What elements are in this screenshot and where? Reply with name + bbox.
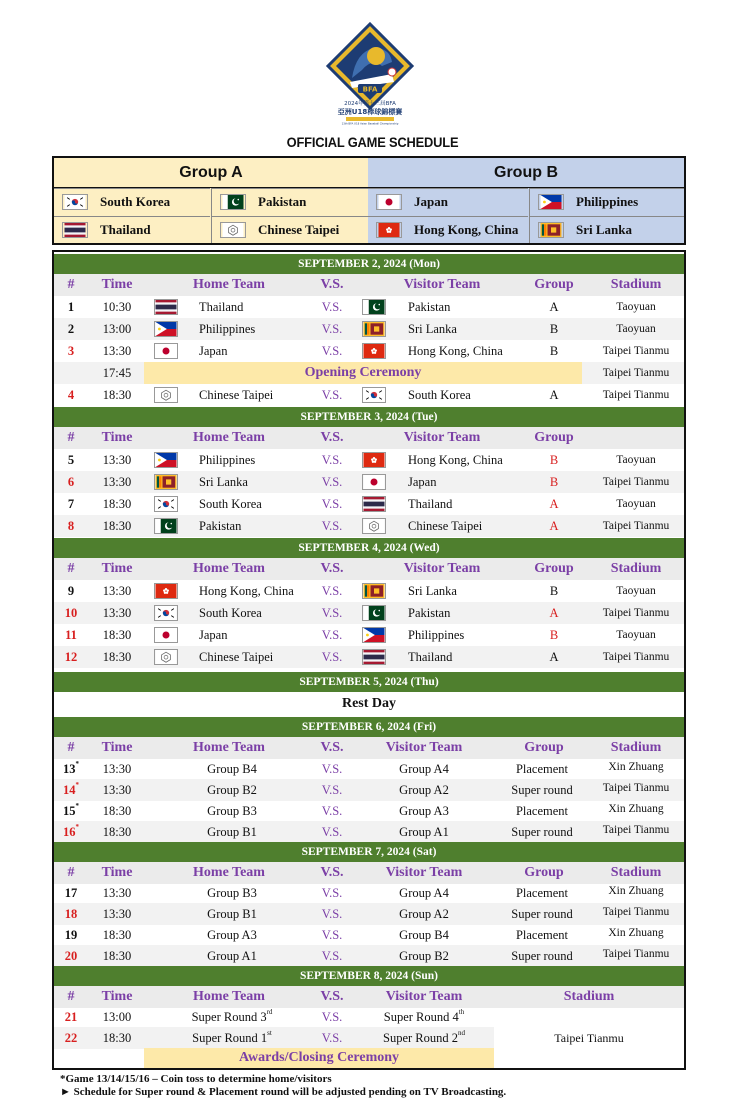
game-row: 17 13:30 Group B3 V.S. Group A4 Placement Xin Zhuang xyxy=(64,885,664,900)
game-row: 1 10:30 Thailand V.S. Pakistan A Taoyuan xyxy=(67,300,656,314)
logo-line3: 13th BFA U18 Asian Baseball Championship xyxy=(341,122,399,126)
game-row: 22 18:30 Super Round 1st V.S. Super Round 2nd xyxy=(54,1027,494,1049)
group-b-team: Hong Kong, China xyxy=(368,216,528,243)
date-band: SEPTEMBER 3, 2024 (Tue) xyxy=(54,407,684,427)
thailand-flag-icon xyxy=(154,299,178,315)
south-korea-flag-icon xyxy=(62,194,88,210)
group-a-title: Group A xyxy=(54,158,368,188)
sri-lanka-flag-icon xyxy=(362,321,386,337)
japan-flag-icon xyxy=(154,343,178,359)
column-header-row: # Time Home Team V.S. Visitor Team Group Stadium xyxy=(54,274,684,296)
groups-table xyxy=(52,156,686,245)
pakistan-flag-icon xyxy=(220,194,246,210)
page-title: OFFICIAL GAME SCHEDULE xyxy=(286,134,459,150)
group-a-column xyxy=(54,158,368,243)
hong-kong-flag-icon xyxy=(362,343,386,359)
logo-emblem-text: BFA xyxy=(362,85,378,94)
date-band: SEPTEMBER 8, 2024 (Sun) xyxy=(54,966,684,986)
chinese-taipei-flag-icon xyxy=(220,222,246,238)
column-header-row: # Time Home Team V.S. Visitor Team Stadium xyxy=(54,986,684,1008)
group-b-team: Philippines xyxy=(530,188,684,215)
japan-flag-icon xyxy=(362,474,386,490)
pakistan-flag-icon xyxy=(362,605,386,621)
game-row: 5 13:30 Philippines V.S. Hong Kong, China B Taoyuan xyxy=(67,453,656,467)
tournament-logo xyxy=(322,22,418,126)
game-row: 15* 18:30 Group B3 V.S. Group A3 Placement Xin Zhuang xyxy=(63,802,664,818)
game-row: 11 18:30 Japan V.S. Philippines B Taoyuan xyxy=(65,628,656,642)
game-row: 21 13:00 Super Round 3rd V.S. Super Round 4th xyxy=(64,1008,465,1024)
philippines-flag-icon xyxy=(154,452,178,468)
sri-lanka-flag-icon xyxy=(362,583,386,599)
date-band: SEPTEMBER 5, 2024 (Thu) xyxy=(54,672,684,692)
rest-day-label: Rest Day xyxy=(341,696,397,711)
opening-ceremony-label: Opening Ceremony xyxy=(144,362,582,384)
game-row: 2 13:00 Philippines V.S. Sri Lanka B Taoyuan xyxy=(54,318,684,340)
game-row: 7 18:30 South Korea V.S. Thailand A Taoyuan xyxy=(67,497,656,511)
japan-flag-icon xyxy=(376,194,402,210)
group-b-column xyxy=(368,158,684,243)
game-row: 16* 18:30 Group B1 V.S. Group A1 Super round Taipei Tianmu xyxy=(54,821,684,843)
game-row: 9 13:30 Hong Kong, China V.S. Sri Lanka B Taoyuan xyxy=(67,584,656,598)
game-row: 3 13:30 Japan V.S. Hong Kong, China B Taipei Tianmu xyxy=(67,344,670,358)
chinese-taipei-flag-icon xyxy=(362,518,386,534)
footnote-schedule-note: ► Schedule for Super round & Placement round will be adjusted pending on TV Broadcasting. xyxy=(60,1086,507,1098)
hong-kong-flag-icon xyxy=(362,452,386,468)
japan-flag-icon xyxy=(154,627,178,643)
philippines-flag-icon xyxy=(154,321,178,337)
game-row: 20 18:30 Group A1 V.S. Group B2 Super round Taipei Tianmu xyxy=(54,945,684,967)
group-a-team: Pakistan xyxy=(212,188,368,215)
game-row: 6 13:30 Sri Lanka V.S. Japan B Taipei Tianmu xyxy=(54,471,684,493)
game-row: 19 18:30 Group A3 V.S. Group B4 Placement Xin Zhuang xyxy=(64,927,664,942)
closing-ceremony-label: Awards/Closing Ceremony xyxy=(144,1048,494,1068)
game-row: 13* 13:30 Group B4 V.S. Group A4 Placement Xin Zhuang xyxy=(63,760,664,776)
date-band: SEPTEMBER 4, 2024 (Wed) xyxy=(54,538,684,558)
group-b-team: Sri Lanka xyxy=(530,216,684,243)
column-header-row: # Time Home Team V.S. Visitor Team Group xyxy=(54,427,684,449)
game-row: 18 13:30 Group B1 V.S. Group A2 Super round Taipei Tianmu xyxy=(54,903,684,925)
philippines-flag-icon xyxy=(362,627,386,643)
game-row: 10 13:30 South Korea V.S. Pakistan A Taipei Tianmu xyxy=(54,602,684,624)
schedule-table xyxy=(52,250,686,1070)
hong-kong-flag-icon xyxy=(376,222,402,238)
sri-lanka-flag-icon xyxy=(538,222,564,238)
thailand-flag-icon xyxy=(362,649,386,665)
column-header-row: # Time Home Team V.S. Visitor Team Group Stadium xyxy=(54,558,684,580)
group-b-title: Group B xyxy=(368,158,684,188)
final-day-stadium: Taipei Tianmu xyxy=(554,1031,624,1045)
date-band: SEPTEMBER 2, 2024 (Mon) xyxy=(54,254,684,274)
pakistan-flag-icon xyxy=(362,299,386,315)
footnote-coin-toss: *Game 13/14/15/16 – Coin toss to determine home/visitors xyxy=(60,1073,332,1085)
thailand-flag-icon xyxy=(62,222,88,238)
group-a-team: South Korea xyxy=(54,188,210,215)
philippines-flag-icon xyxy=(538,194,564,210)
south-korea-flag-icon xyxy=(154,605,178,621)
group-a-team: Chinese Taipei xyxy=(212,216,368,243)
logo-line1: 2024年第十三屆BFA xyxy=(344,101,396,107)
game-row: 14* 13:30 Group B2 V.S. Group A2 Super round Taipei Tianmu xyxy=(54,779,684,801)
game-row: 12 18:30 Chinese Taipei V.S. Thailand A Taipei Tianmu xyxy=(54,646,684,668)
column-header-row: # Time Home Team V.S. Visitor Team Group Stadium xyxy=(54,737,684,759)
south-korea-flag-icon xyxy=(362,387,386,403)
chinese-taipei-flag-icon xyxy=(154,649,178,665)
date-band: SEPTEMBER 6, 2024 (Fri) xyxy=(54,717,684,737)
south-korea-flag-icon xyxy=(154,496,178,512)
pakistan-flag-icon xyxy=(154,518,178,534)
logo-line2: 亞洲U18棒球錦標賽 xyxy=(337,108,403,116)
group-a-team: Thailand xyxy=(54,216,210,243)
chinese-taipei-flag-icon xyxy=(154,387,178,403)
hong-kong-flag-icon xyxy=(154,583,178,599)
column-header-row: # Time Home Team V.S. Visitor Team Group Stadium xyxy=(54,862,684,884)
group-b-team: Japan xyxy=(368,188,528,215)
game-row: 8 18:30 Pakistan V.S. Chinese Taipei A Taipei Tianmu xyxy=(54,515,684,537)
sri-lanka-flag-icon xyxy=(154,474,178,490)
date-band: SEPTEMBER 7, 2024 (Sat) xyxy=(54,842,684,862)
thailand-flag-icon xyxy=(362,496,386,512)
game-row: 4 18:30 Chinese Taipei V.S. South Korea A Taipei Tianmu xyxy=(67,388,670,402)
ceremony-row: 17:45 Opening Ceremony Taipei Tianmu xyxy=(54,362,684,384)
